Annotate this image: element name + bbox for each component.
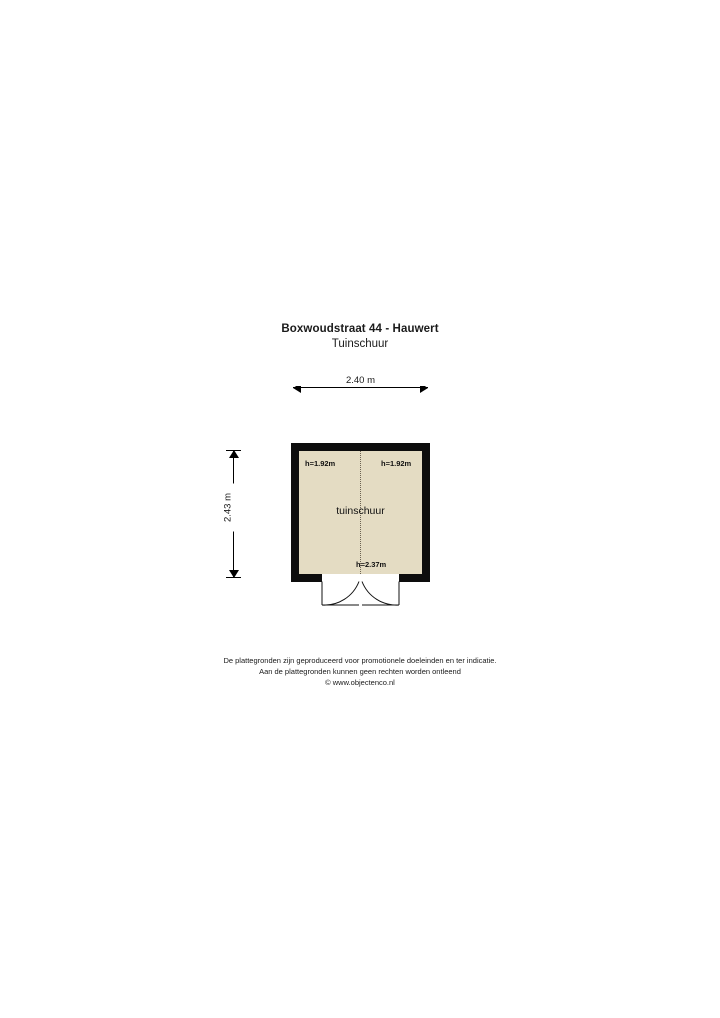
dimension-height-label: 2.43 m [221,484,236,532]
height-label-left: h=1.92m [305,459,336,468]
title-block [0,322,720,352]
footer-line-3: © www.objectenco.nl [325,678,395,687]
height-label-right: h=1.92m [381,459,412,468]
page-title: Boxwoudstraat 44 - Hauwert [281,323,439,335]
footer-disclaimer [0,655,720,688]
dimension-height [222,450,244,578]
arrow-up-icon [229,450,239,458]
dimension-width-label: 2.40 m [340,375,381,386]
dimension-width-label-wrap [293,375,428,386]
dimension-width-line [293,387,428,388]
arrow-down-icon [229,570,239,578]
double-door [321,574,400,606]
dimension-width [293,375,428,396]
floorplan-shape [291,443,430,582]
room-label: tuinschuur [336,505,385,517]
footer-line-1: De plattegronden zijn geproduceerd voor promotionele doeleinden en ter indicatie. [223,656,497,665]
footer-line-2: Aan de plattegronden kunnen geen rechten worden ontleend [259,667,461,676]
page-subtitle: Tuinschuur [331,338,389,350]
height-label-bottom: h=2.37m [356,560,387,569]
door-swing-icon [321,581,400,607]
